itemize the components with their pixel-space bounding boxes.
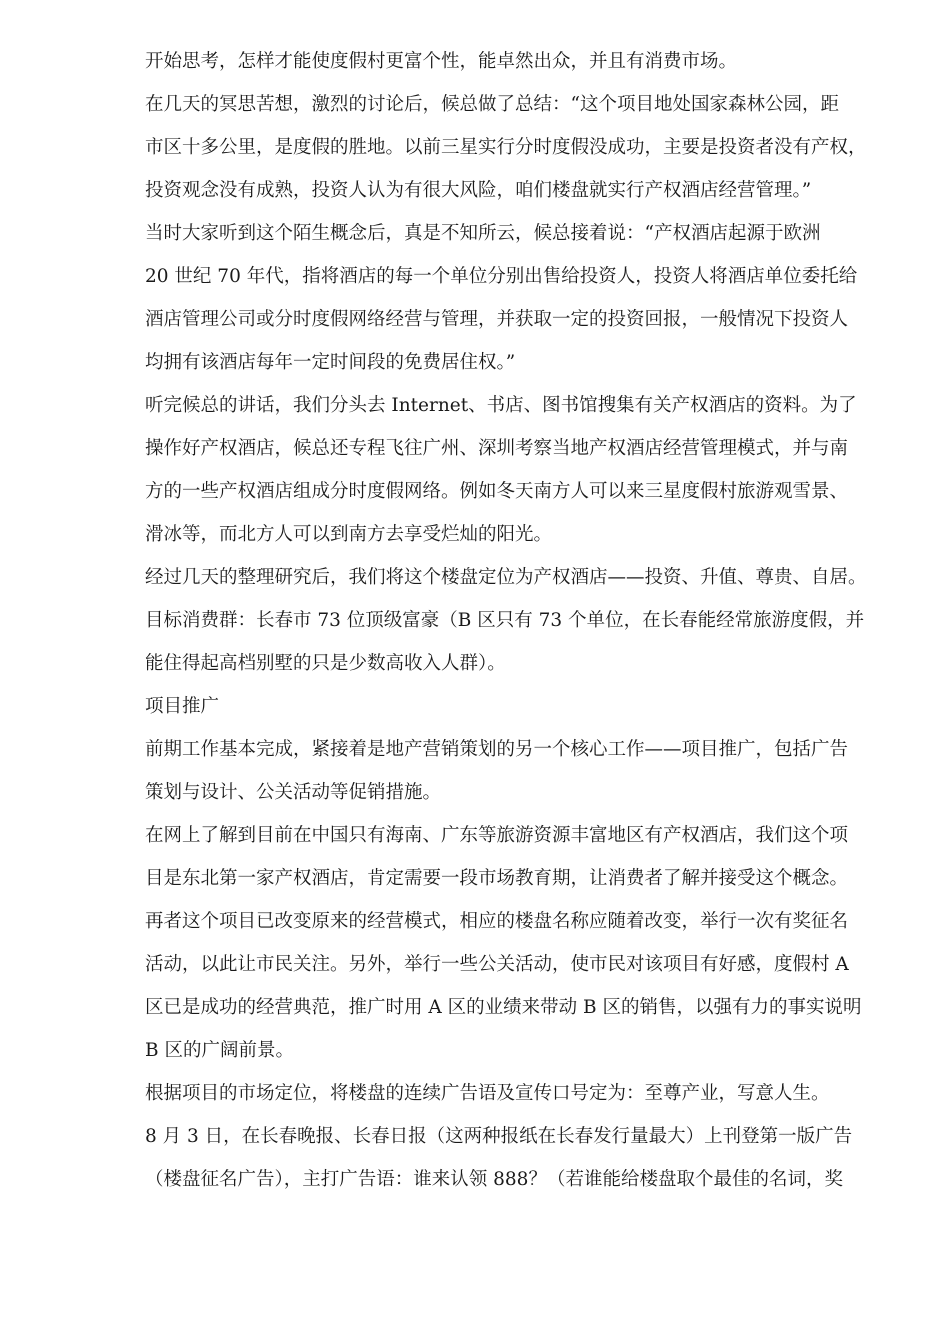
text-line: 方的一些产权酒店组成分时度假网络。例如冬天南方人可以来三星度假村旅游观雪景、 bbox=[145, 481, 849, 502]
text-line: B 区的广阔前景。 bbox=[145, 1040, 294, 1061]
text-line: 听完候总的讲话，我们分头去 Internet、书店、图书馆搜集有关产权酒店的资料。为了 bbox=[145, 395, 857, 416]
text-line: 酒店管理公司或分时度假网络经营与管理，并获取一定的投资回报，一般情况下投资人 bbox=[145, 309, 849, 330]
text-line: 能住得起高档别墅的只是少数高收入人群）。 bbox=[145, 653, 506, 674]
text-line: 经过几天的整理研究后，我们将这个楼盘定位为产权酒店——投资、升值、尊贵、自居。 bbox=[145, 567, 867, 588]
text-line: 操作好产权酒店，候总还专程飞往广州、深圳考察当地产权酒店经营管理模式，并与南 bbox=[145, 438, 849, 459]
text-line: 当时大家听到这个陌生概念后，真是不知所云，候总接着说：“产权酒店起源于欧洲 bbox=[145, 223, 821, 244]
text-line: 策划与设计、公关活动等促销措施。 bbox=[145, 782, 442, 803]
text-line: 滑冰等，而北方人可以到南方去享受烂灿的阳光。 bbox=[145, 524, 553, 545]
text-line: 目标消费群：长春市 73 位顶级富豪（B 区只有 73 个单位，在长春能经常旅游度假，并 bbox=[145, 610, 865, 631]
text-line: 投资观念没有成熟，投资人认为有很大风险，咱们楼盘就实行产权酒店经营管理。” bbox=[145, 180, 812, 201]
section-heading: 项目推广 bbox=[145, 696, 220, 717]
text-line: 根据项目的市场定位，将楼盘的连续广告语及宣传口号定为：至尊产业，写意人生。 bbox=[145, 1083, 830, 1104]
text-line: 前期工作基本完成，紧接着是地产营销策划的另一个核心工作——项目推广，包括广告 bbox=[145, 739, 849, 760]
text-line: 市区十多公里，是度假的胜地。以前三星实行分时度假没成功，主要是投资者没有产权， bbox=[145, 137, 867, 158]
text-line: 在网上了解到目前在中国只有海南、广东等旅游资源丰富地区有产权酒店，我们这个项 bbox=[145, 825, 849, 846]
text-line: 8 月 3 日，在长春晚报、长春日报（这两种报纸在长春发行量最大）上刊登第一版广告 bbox=[145, 1126, 853, 1147]
text-line: 区已是成功的经营典范，推广时用 A 区的业绩来带动 B 区的销售，以强有力的事实说明 bbox=[145, 997, 862, 1018]
text-line: 再者这个项目已改变原来的经营模式，相应的楼盘名称应随着改变，举行一次有奖征名 bbox=[145, 911, 849, 932]
text-line: 开始思考，怎样才能使度假村更富个性，能卓然出众，并且有消费市场。 bbox=[145, 51, 738, 72]
text-line: 20 世纪 70 年代，指将酒店的每一个单位分别出售给投资人，投资人将酒店单位委托给 bbox=[145, 266, 858, 287]
text-line: 目是东北第一家产权酒店，肯定需要一段市场教育期，让消费者了解并接受这个概念。 bbox=[145, 868, 849, 889]
text-line: 均拥有该酒店每年一定时间段的免费居住权。” bbox=[145, 352, 516, 373]
text-line: 在几天的冥思苦想，激烈的讨论后，候总做了总结：“这个项目地处国家森林公园，距 bbox=[145, 94, 839, 115]
text-line: 活动，以此让市民关注。另外，举行一些公关活动，使市民对该项目有好感，度假村 A bbox=[145, 954, 849, 975]
text-line: （楼盘征名广告），主打广告语：谁来认领 888？（若谁能给楼盘取个最佳的名词，奖 bbox=[145, 1169, 843, 1190]
